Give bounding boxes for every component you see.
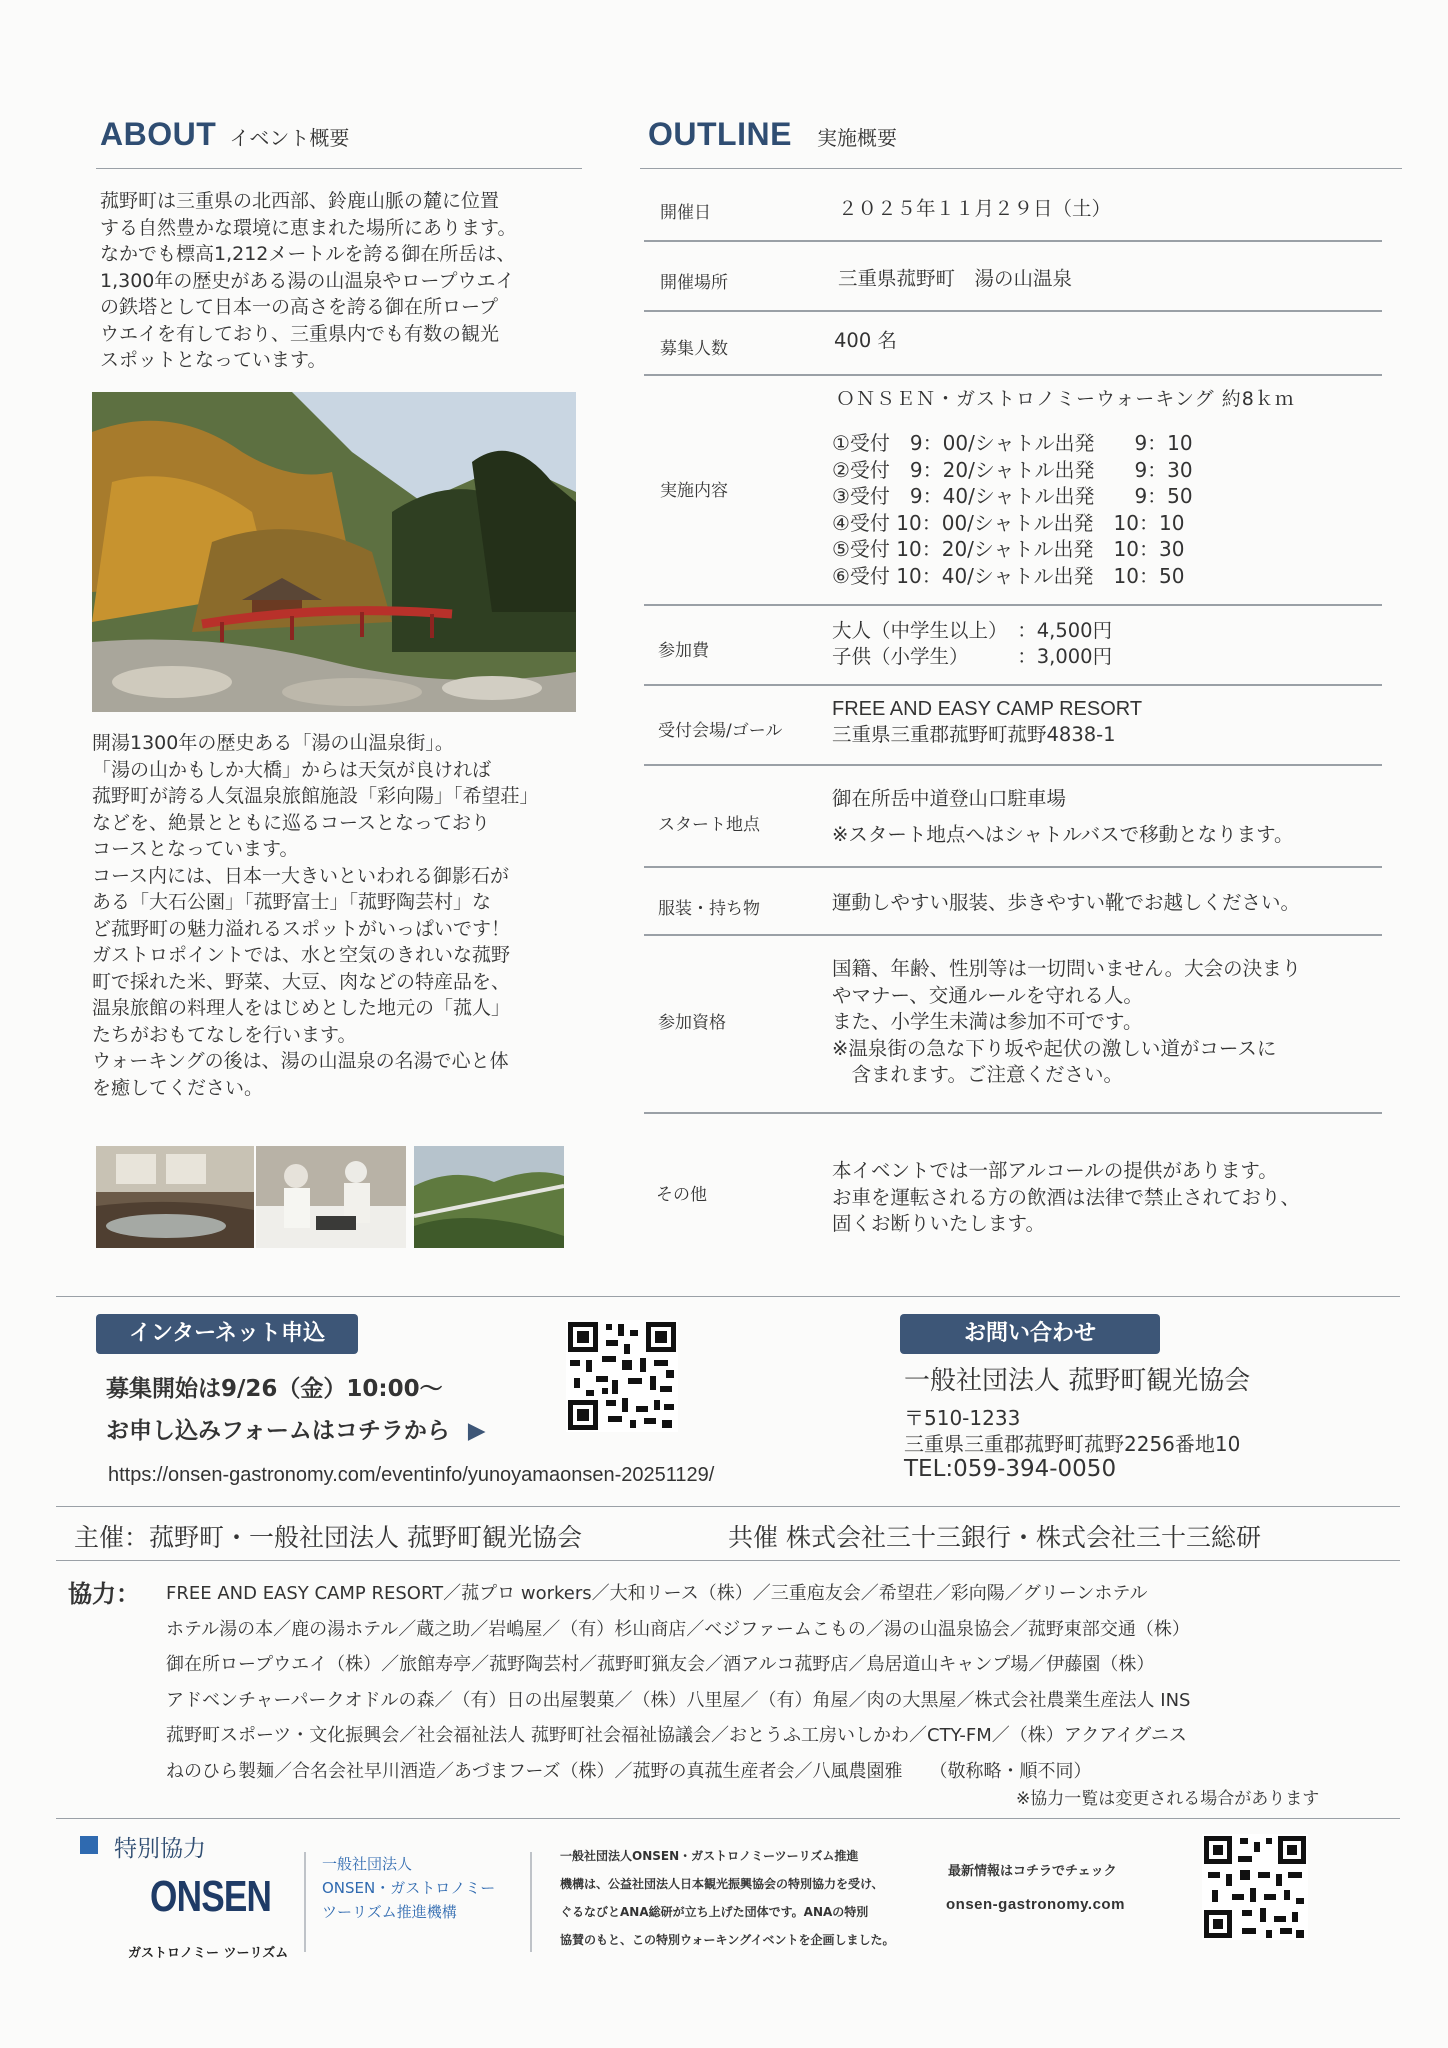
schedule-list — [832, 430, 1193, 589]
about-intro-line: スポットとなっています。 — [100, 349, 327, 371]
section-divider — [56, 1818, 1400, 1819]
special-divider — [530, 1852, 532, 1952]
chefs-photo — [256, 1146, 406, 1248]
row-divider — [644, 866, 1382, 868]
about-title-en: ABOUT — [100, 116, 217, 152]
date-label: 開催日 — [660, 203, 711, 223]
about-intro — [100, 188, 600, 374]
schedule-slot: ①受付 9：00/シャトル出発 9：10 — [832, 431, 1193, 455]
outline-divider — [640, 168, 1402, 169]
other-line: 本イベントでは一部アルコールの提供があります。 — [832, 1159, 1278, 1182]
outline-title-en: OUTLINE — [648, 116, 792, 152]
date-value: ２０２５年１１月２９日（土） — [838, 197, 1112, 220]
about-body — [92, 730, 612, 1101]
outline-heading — [648, 116, 897, 153]
schedule-slot: ⑥受付 10：40/シャトル出発 10：50 — [832, 563, 1185, 588]
row-divider — [644, 310, 1382, 312]
about-title-ja: イベント概要 — [229, 126, 350, 150]
outline-title-ja: 実施概要 — [817, 126, 898, 150]
hot-spring-bridge-photo — [92, 392, 576, 712]
special-square-icon — [80, 1836, 98, 1854]
about-intro-line: 菰野町は三重県の北西部、鈴鹿山脈の麓に位置 — [100, 190, 500, 212]
about-body-line: たちがおもてなしを行います。 — [92, 1023, 357, 1046]
apply-url[interactable]: https://onsen-gastronomy.com/eventinfo/yunoyamaonsen-20251129/ — [108, 1464, 715, 1486]
special-description — [560, 1842, 895, 1954]
contact-tel[interactable]: TEL:059-394-0050 — [904, 1456, 1117, 1482]
mountain-bridge-photo — [414, 1146, 564, 1248]
about-body-line: ガストロポイントでは、水と空気のきれいな菰野 — [92, 944, 511, 966]
section-divider — [56, 1296, 1400, 1297]
row-divider — [644, 374, 1382, 376]
content-title: ＯＮＳＥＮ・ガストロノミーウォーキング 約8ｋｍ — [836, 388, 1295, 410]
cooperation-list — [166, 1576, 1190, 1789]
capacity-label: 募集人数 — [660, 339, 728, 359]
row-divider — [644, 604, 1382, 606]
venue-value: 三重県菰野町 湯の山温泉 — [838, 267, 1073, 290]
schedule-slot: ②受付 9：20/シャトル出発 9：30 — [832, 457, 1193, 482]
reception-label: 受付会場/ゴール — [658, 721, 783, 741]
schedule-slot: ⑤受付 10：20/シャトル出発 10：30 — [832, 537, 1185, 561]
apply-form-text[interactable] — [106, 1412, 486, 1445]
contact-org: 一般社団法人 菰野町観光協会 — [904, 1366, 1251, 1396]
row-divider — [644, 764, 1382, 766]
special-desc-line: 一般社団法人ONSEN・ガストロノミーツーリズム推進 — [560, 1849, 859, 1863]
other-line: 固くお断りいたします。 — [832, 1212, 1045, 1235]
cooperation-line: 菰野町スポーツ・文化振興会／社会福祉法人 菰野町社会福祉協議会／おとうふ工房いしかわ／CTY-FM／（株）アクアイグニス — [166, 1725, 1187, 1746]
about-heading — [100, 116, 349, 153]
eligibility-line: また、小学生未満は参加不可です。 — [832, 1010, 1143, 1033]
special-org-line: ONSEN・ガストロノミー — [322, 1879, 496, 1897]
about-body-line: ウォーキングの後は、湯の山温泉の名湯で心と体 — [92, 1050, 509, 1072]
apply-qr-code[interactable] — [566, 1320, 678, 1432]
about-body-line: コース内には、日本一大きいといわれる御影石が — [92, 864, 510, 887]
onsen-logo: ONSEN — [150, 1872, 272, 1921]
special-desc-line: 機構は、公益社団法人日本観光振興協会の特別協力を受け、 — [560, 1877, 884, 1891]
row-divider — [644, 934, 1382, 936]
schedule-slot: ④受付 10：00/シャトル出発 10：10 — [832, 510, 1185, 535]
about-intro-line: なかでも標高1,212メートルを誇る御在所岳は、 — [100, 243, 516, 265]
fee-adult: 大人（中学生以上） ：4,500円 — [832, 619, 1113, 642]
other-label: その他 — [656, 1185, 707, 1205]
fee-label: 参加費 — [658, 641, 709, 661]
apply-form-label[interactable]: お申し込みフォームはコチラから — [106, 1418, 450, 1444]
special-org-line: 一般社団法人 — [322, 1855, 413, 1873]
cooperation-line: アドベンチャーパークオドルの森／（有）日の出屋製菓／（株）八里屋／（有）角屋／肉の大黒屋／株式会社農業生産法人 INS — [166, 1689, 1191, 1711]
cooperation-line: ホテル湯の本／鹿の湯ホテル／蔵之助／岩嶋屋／（有）杉山商店／ベジファームこもの／湯の山温泉協会／菰野東部交通（株） — [166, 1618, 1190, 1640]
reception-address: 三重県三重郡菰野町菰野4838-1 — [832, 723, 1116, 746]
site-qr-code[interactable] — [1202, 1834, 1308, 1940]
eligibility-line: ※温泉街の急な下り坂や起伏の激しい道がコースに — [832, 1036, 1277, 1060]
special-desc-line: 協賛のもと、この特別ウォーキングイベントを企画しました。 — [560, 1933, 895, 1947]
start-label: スタート地点 — [658, 815, 760, 835]
eligibility-text — [832, 956, 1301, 1089]
cooperation-label: 協力： — [68, 1580, 140, 1608]
about-intro-line: する自然豊かな環境に恵まれた場所にあります。 — [100, 216, 517, 239]
eligibility-label: 参加資格 — [658, 1013, 726, 1033]
cooperation-line: 御在所ロープウエイ（株）／旅館寿亭／菰野陶芸村／菰野町猟友会／酒アルコ菰野店／鳥居道山キャンプ場／伊藤園（株） — [166, 1654, 1155, 1675]
eligibility-line: やマナー、交通ルールを守れる人。 — [832, 983, 1143, 1007]
about-body-line: を癒してください。 — [92, 1076, 264, 1099]
attire-value: 運動しやすい服装、歩きやすい靴でお越しください。 — [832, 891, 1301, 914]
about-body-line: ど菰野町の魅力溢れるスポットがいっぱいです！ — [92, 917, 511, 940]
attire-label: 服装・持ち物 — [658, 899, 760, 919]
reception-name: FREE AND EASY CAMP RESORT — [832, 698, 1143, 720]
about-intro-line: ウエイを有しており、三重県内でも有数の観光 — [100, 322, 500, 345]
site-url[interactable]: onsen-gastronomy.com — [946, 1896, 1125, 1913]
capacity-value: 400 名 — [834, 329, 897, 352]
eligibility-line: 国籍、年齢、性別等は一切問いません。大会の決まり — [832, 957, 1302, 980]
cohost-text: 共催 株式会社三十三銀行・株式会社三十三総研 — [728, 1523, 1261, 1552]
start-place: 御在所岳中道登山口駐車場 — [832, 787, 1067, 810]
content-label: 実施内容 — [660, 481, 728, 501]
eligibility-line: 含まれます。ご注意ください。 — [832, 1063, 1123, 1086]
fee-child: 子供（小学生） ：3,000円 — [832, 645, 1113, 668]
section-divider — [56, 1560, 1400, 1561]
about-body-line: 菰野町が誇る人気温泉旅館施設「彩向陽」「希望荘」 — [92, 785, 539, 807]
contact-pill: お問い合わせ — [900, 1314, 1160, 1354]
check-latest-label: 最新情報はコチラでチェック — [948, 1864, 1117, 1879]
about-body-line: 開湯1300年の歴史ある「湯の山温泉街」。 — [92, 732, 454, 754]
special-label: 特別協力 — [114, 1836, 206, 1862]
about-body-line: コースとなっています。 — [92, 838, 299, 860]
row-divider — [644, 1112, 1382, 1114]
special-divider — [304, 1852, 306, 1952]
contact-address: 三重県三重郡菰野町菰野2256番地10 — [904, 1432, 1241, 1456]
other-text — [832, 1158, 1300, 1238]
about-body-line: 「湯の山かもしか大橋」からは天気が良ければ — [92, 758, 492, 781]
start-note: ※スタート地点へはシャトルバスで移動となります。 — [832, 823, 1294, 846]
cooperation-line: ねのひら製麺／合名会社早川酒造／あづまフーズ（株）／菰野の真菰生産者会／八風農園雅 （敬称略・順不同） — [166, 1760, 1092, 1782]
cooperation-line: FREE AND EASY CAMP RESORT／菰プロ workers／大和リース（株）／三重庖友会／希望荘／彩向陽／グリーンホテル — [166, 1583, 1148, 1604]
about-body-line: ある「大石公園」「菰野富士」「菰野陶芸村」な — [92, 891, 492, 913]
special-org — [322, 1852, 495, 1924]
schedule-slot: ③受付 9：40/シャトル出発 9：50 — [832, 484, 1193, 508]
row-divider — [644, 240, 1382, 242]
arrow-right-icon[interactable]: ▶ — [467, 1418, 486, 1444]
cooperation-note: ※協力一覧は変更される場合があります — [1016, 1789, 1320, 1809]
special-org-line: ツーリズム推進機構 — [322, 1903, 457, 1921]
about-body-line: 温泉旅館の料理人をはじめとした地元の「菰人」 — [92, 997, 511, 1019]
section-divider — [56, 1506, 1400, 1507]
special-desc-line: ぐるなびとANA総研が立ち上げた団体です。ANAの特別 — [560, 1905, 869, 1919]
venue-label: 開催場所 — [660, 273, 728, 293]
about-body-line: 町で採れた米、野菜、大豆、肉などの特産品を、 — [92, 970, 511, 993]
row-divider — [644, 684, 1382, 686]
other-line: お車を運転される方の飲酒は法律で禁止されており、 — [832, 1185, 1301, 1209]
about-divider — [96, 168, 582, 169]
about-intro-line: の鉄塔として日本一の高さを誇る御在所ロープ — [100, 296, 499, 318]
contact-zip: 〒510-1233 — [904, 1406, 1021, 1430]
about-intro-line: 1,300年の歴史がある湯の山温泉やロープウエイ — [100, 269, 515, 292]
host-text: 主催：菰野町・一般社団法人 菰野町観光協会 — [74, 1523, 582, 1552]
onsen-logo-sub: ガストロノミー ツーリズム — [128, 1946, 289, 1961]
apply-start-text: 募集開始は9/26（金）10:00～ — [106, 1376, 443, 1402]
internet-apply-pill: インターネット申込 — [96, 1314, 358, 1354]
about-body-line: などを、絶景とともに巡るコースとなっており — [92, 811, 491, 834]
open-air-bath-photo — [96, 1146, 254, 1248]
